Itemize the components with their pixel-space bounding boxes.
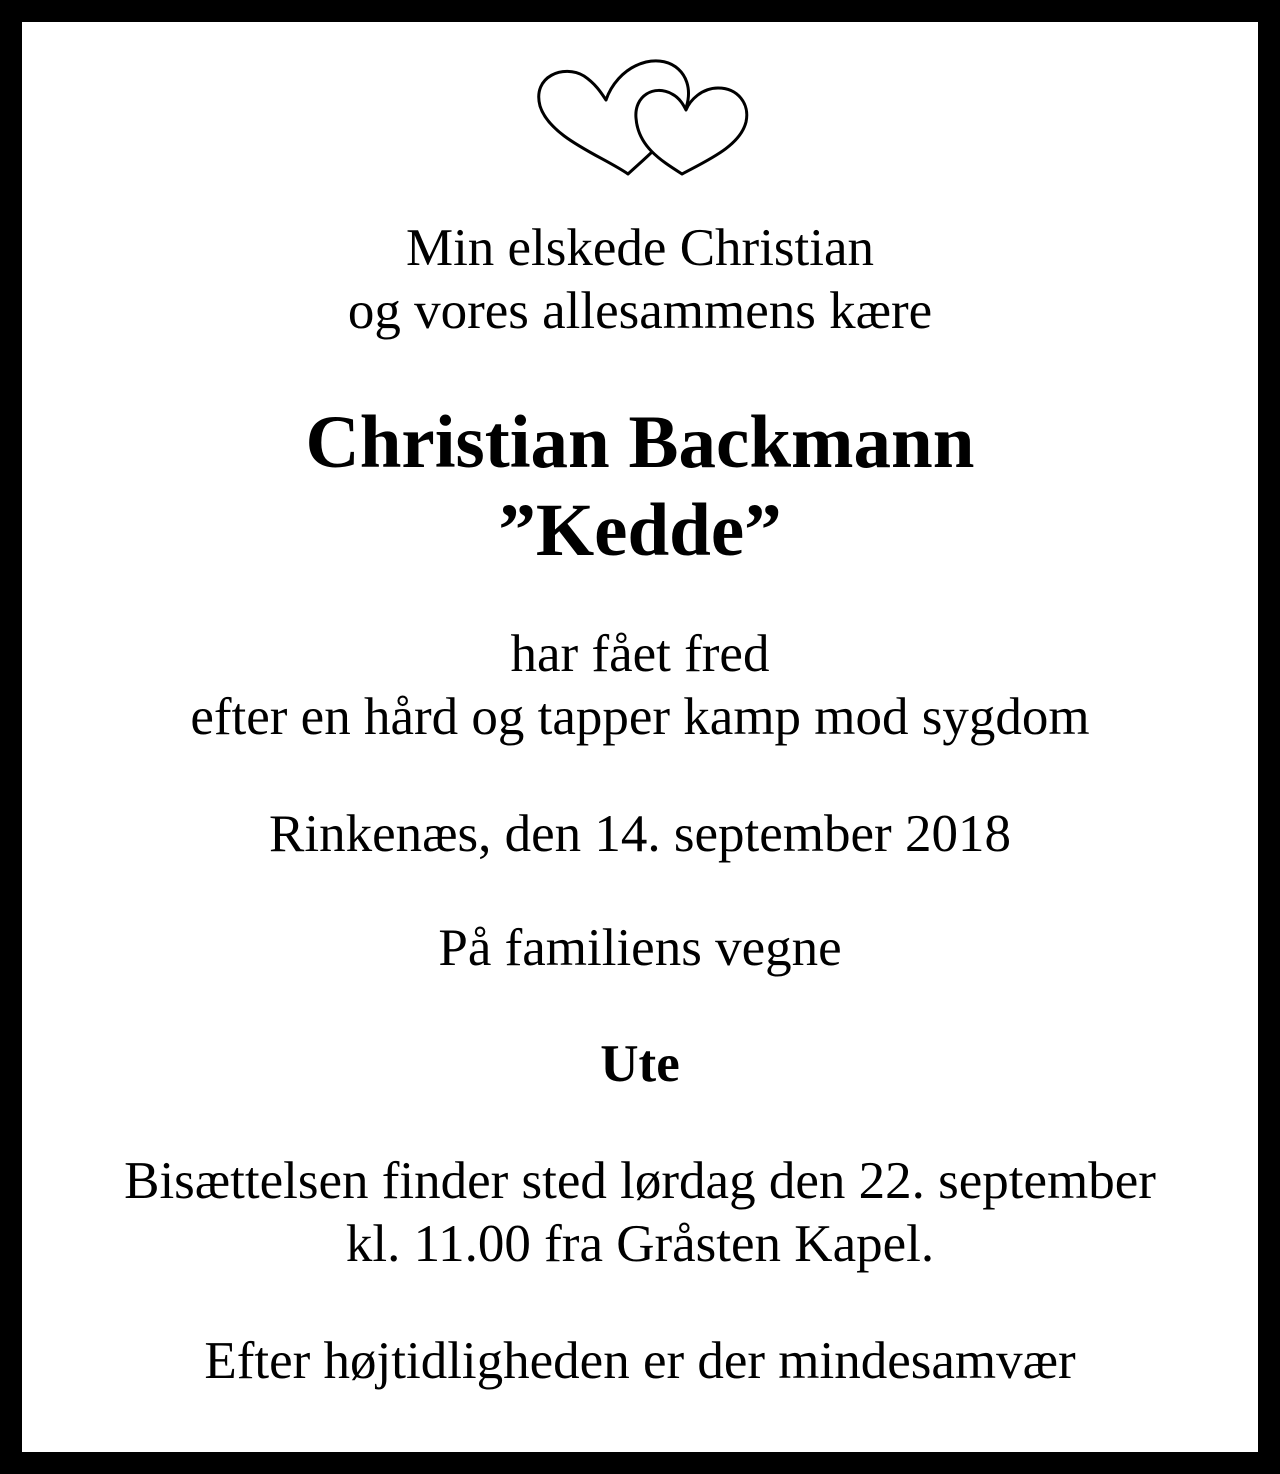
obituary-notice: [22, 22, 1258, 1452]
signer-name: Ute: [600, 1035, 680, 1093]
on-behalf-line: På familiens vegne: [438, 919, 842, 977]
two-hearts-icon: [532, 56, 752, 182]
intro-line-2: og vores allesammens kære: [347, 282, 933, 340]
intro-line-1: Min elskede Christian: [405, 219, 875, 277]
funeral-info-line-2: kl. 11.00 fra Gråsten Kapel.: [345, 1215, 935, 1273]
message-line-2: efter en hård og tapper kamp mod sygdom: [190, 688, 1090, 746]
place-and-date: Rinkenæs, den 14. september 2018: [269, 805, 1011, 863]
deceased-name: Christian Backmann: [305, 401, 975, 484]
message-line-1: har fået fred: [510, 625, 770, 683]
deceased-nickname: ”Kedde”: [498, 489, 782, 572]
memorial-gathering-line: Efter højtidligheden er der mindesamvær: [204, 1332, 1076, 1390]
funeral-info-line-1: Bisættelsen finder sted lørdag den 22. september: [124, 1152, 1156, 1210]
